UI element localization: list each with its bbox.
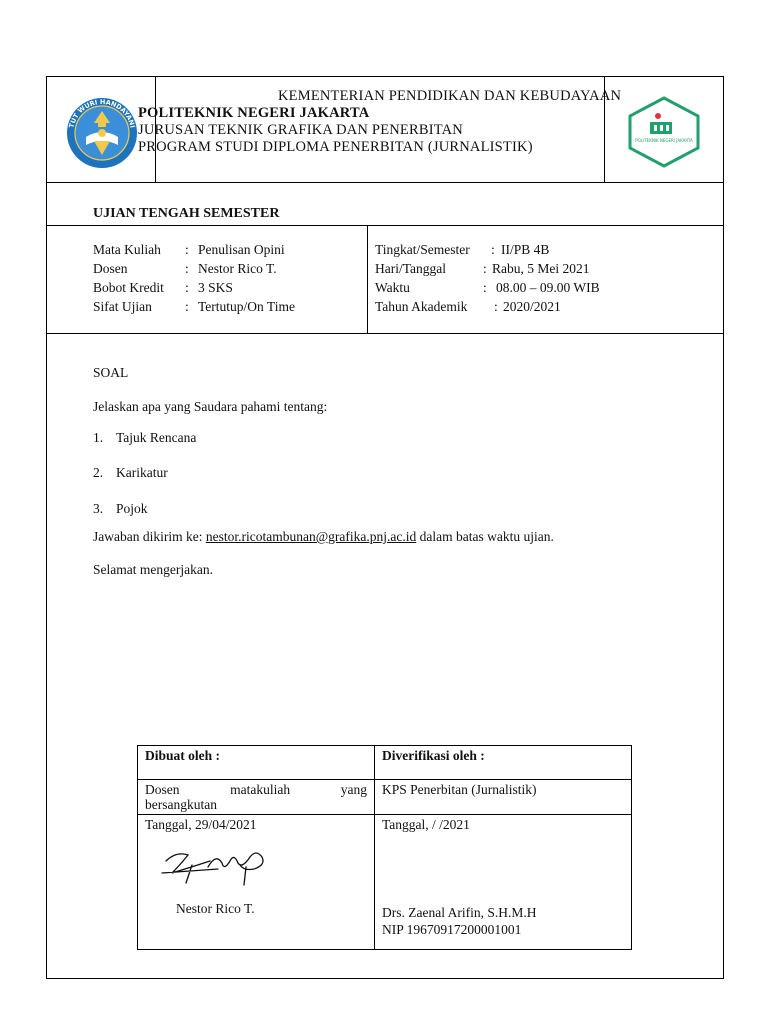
info-label: Mata Kuliah xyxy=(93,242,161,257)
info-divider xyxy=(46,333,724,334)
made-by-role-word: matakuliah xyxy=(230,782,291,797)
made-name: Nestor Rico T. xyxy=(176,901,255,916)
info-value: 08.00 – 09.00 WIB xyxy=(496,280,600,295)
question-text: Karikatur xyxy=(116,465,168,480)
info-label: Sifat Ujian xyxy=(93,299,152,314)
info-value: Penulisan Opini xyxy=(198,242,285,257)
answer-suffix: dalam batas waktu ujian. xyxy=(416,529,554,544)
header-divider xyxy=(46,182,724,183)
verified-by-role: KPS Penerbitan (Jurnalistik) xyxy=(375,780,632,815)
info-value: II/PB 4B xyxy=(501,242,550,257)
exam-title: UJIAN TENGAH SEMESTER xyxy=(93,206,280,221)
question-number: 2. xyxy=(93,465,104,480)
info-label: Tingkat/Semester xyxy=(375,242,470,257)
verified-date: Tanggal, / /2021 xyxy=(382,817,470,832)
made-by-role-line2: bersangkutan xyxy=(145,797,217,812)
info-value: Rabu, 5 Mei 2021 xyxy=(492,261,590,276)
left-logo-text: TUT WURI HANDAYANI xyxy=(67,97,137,129)
info-label: Tahun Akademik xyxy=(375,299,468,314)
info-separator: : xyxy=(185,299,189,314)
info-label: Bobot Kredit xyxy=(93,280,164,295)
info-separator: : xyxy=(483,280,487,295)
info-separator: : xyxy=(185,261,189,276)
question-intro: Jelaskan apa yang Saudara pahami tentang: xyxy=(93,399,328,414)
info-separator: : xyxy=(185,242,189,257)
info-separator: : xyxy=(483,261,487,276)
soal-heading: SOAL xyxy=(93,365,129,380)
question-number: 1. xyxy=(93,430,104,445)
info-value: Nestor Rico T. xyxy=(198,261,277,276)
made-by-header: Dibuat oleh : xyxy=(138,746,375,780)
department-name: JURUSAN TEKNIK GRAFIKA DAN PENERBITAN xyxy=(138,122,463,138)
verifier-name: Drs. Zaenal Arifin, S.H.M.H xyxy=(382,905,537,920)
answer-instruction xyxy=(93,529,554,545)
ministry-name: KEMENTERIAN PENDIDIKAN DAN KEBUDAYAAN xyxy=(278,88,622,104)
info-value: 3 SKS xyxy=(198,280,233,295)
pnj-logo xyxy=(624,96,704,168)
made-date: Tanggal, 29/04/2021 xyxy=(145,817,257,832)
made-by-role-line1 xyxy=(145,782,367,797)
handwritten-signature xyxy=(158,843,278,889)
question-text: Pojok xyxy=(116,501,148,516)
question-text: Tajuk Rencana xyxy=(116,430,197,445)
made-by-sign-cell xyxy=(138,815,375,950)
title-divider xyxy=(46,225,724,226)
answer-email-link[interactable]: nestor.ricotambunan@grafika.pnj.ac.id xyxy=(205,529,417,544)
info-separator: : xyxy=(494,299,498,314)
made-by-role-cell xyxy=(138,780,375,815)
info-label: Waktu xyxy=(375,280,410,295)
program-name: PROGRAM STUDI DIPLOMA PENERBITAN (JURNALISTIK) xyxy=(138,139,533,155)
tut-wuri-handayani-logo xyxy=(64,97,140,169)
institution-name: POLITEKNIK NEGERI JAKARTA xyxy=(138,105,370,121)
verified-by-sign-cell xyxy=(375,815,632,950)
info-value: Tertutup/On Time xyxy=(198,299,295,314)
made-by-role-word: Dosen xyxy=(145,782,180,797)
info-label: Hari/Tanggal xyxy=(375,261,447,276)
made-by-role-word: yang xyxy=(340,782,367,797)
right-logo-text: POLITEKNIK NEGERI JAKARTA xyxy=(635,138,693,143)
closing-text: Selamat mengerjakan. xyxy=(93,562,213,577)
signature-table xyxy=(137,745,632,950)
verifier-nip: NIP 19670917200001001 xyxy=(382,922,522,937)
answer-prefix: Jawaban dikirim ke: xyxy=(93,529,206,544)
verified-by-header: Diverifikasi oleh : xyxy=(375,746,632,780)
info-column-divider xyxy=(367,225,368,333)
info-separator: : xyxy=(185,280,189,295)
question-number: 3. xyxy=(93,501,104,516)
info-separator: : xyxy=(491,242,495,257)
info-value: 2020/2021 xyxy=(503,299,561,314)
info-label: Dosen xyxy=(93,261,128,276)
